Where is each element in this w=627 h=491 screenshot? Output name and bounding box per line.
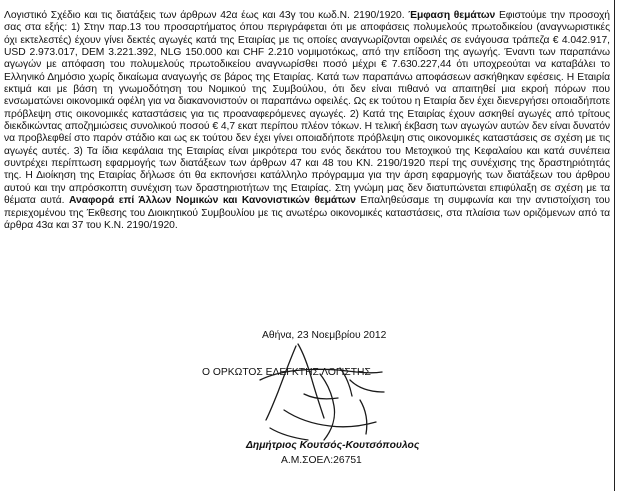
paragraph-text-intro: Λογιστικό Σχέδιο και τις διατάξεις των άρθρων 42α έως και 43γ του κωδ.Ν. 2190/1920.	[4, 10, 409, 21]
emphasis-of-matter-heading: Έμφαση θεμάτων	[408, 10, 496, 21]
paragraph-text-closing: Επαληθεύσαμε τη συμφωνία και την αντιστοίχιση του περιεχομένου της Έκθεσης του Διοικητικού Συμβουλίου με τις ανωτέρω οικονομικές καταστάσεις, στα πλαίσια των οριζόμενων από τα άρθρα 43α και 37 του Κ.Ν. 2190/1920.	[4, 195, 610, 231]
other-legal-matters-heading: Αναφορά επί Άλλων Νομικών και Κανονιστικών θεμάτων	[69, 195, 356, 207]
registration-number: Α.Μ.ΣΟΕΛ:26751	[281, 455, 362, 466]
auditor-title: Ο ΟΡΚΩΤΟΣ ΕΛΕΓΚΤΗΣ ΛΟΓΙΣΤΗΣ	[202, 367, 371, 378]
place-and-date: Αθήνα, 23 Νοεμβρίου 2012	[262, 330, 387, 341]
handwritten-signature	[200, 340, 440, 450]
auditor-report-paragraph	[4, 10, 610, 232]
paragraph-text-emphasis: Εφιστούμε την προσοχή σας στα εξής: 1) Στην παρ.13 του προσαρτήματος όπου περιγράφεται ότι με αποφάσεις πολυμελούς πρωτοδικείου (αναγνωριστικές όχι εκτελεστές) έχουν γίνει δεκτές αγωγές κατά της Εταιρίας με τις οποίες αναγνωρίζονται οφειλές σε ενάγουσα τράπεζα € 4.042.917, USD 2.973.017, DEM 3.221.392, NLG 150.000 και CHF 2.210 νομιμοτόκως, από την επίδοση της αγωγής. Έναντι των παραπάνω αγωγών με απόφαση του πολυμελούς πρωτοδικείου αναγνωρίσθει ποσό μέχρι € 7.630.227,44 ότι υποχρεούται να καταβάλει το Ελληνικό Δημόσιο χωρίς δικαίωμα αναγωγής σε βάρος της Εταιρίας. Κατά των παραπάνω αποφάσεων ασκήθηκαν εφέσεις. Η Εταιρία εκτιμά και με βάση τη γνωμοδότηση του Νομικού της Συμβούλου, ότι δεν είναι πιθανό να απαιτηθεί μια εκροή πόρων που ενσωματώνει οικονομικά οφέλη για να διακανονιστούν οι παραπάνω οφειλές. Ως εκ τούτου η Εταιρία δεν έχει διενεργήσει οποιαδήποτε πρόβλεψη στις οικονομικές καταστάσεις για τις προαναφερόμενες αγωγές. 2) Κατά της Εταιρίας έχουν ασκηθεί αγωγές από τρίτους διεκδικώντας αποζημιώσεις συνολικού ποσού € 4,7 εκατ περίπου πλέον τόκων. Η τελική έκβαση των αγωγών αυτών δεν είναι δυνατόν να προβλεφθεί στο παρόν στάδιο και ως εκ τούτου δεν έχει γίνει οποιαδήποτε πρόβλεψη στις οικονομικές καταστάσεις σε σχέση με τις αγωγές αυτές. 3) Τα ίδια κεφάλαια της Εταιρίας είναι μικρότερα του ενός δεκάτου του Μετοχικού της Κεφαλαίου και κατά συνέπεια συντρέχει περίπτωση εφαρμογής των διατάξεων των άρθρων 47 και 48 του ΚΝ. 2190/1920 περί της συνέχισης της δραστηριότητάς της. Η Διοίκηση της Εταιρίας δήλωσε ότι θα εκπονήσει κατάλληλο πρόγραμμα για την άρση εφαρμογής των διατάξεων του άρθρου αυτού και την απρόσκοπτη συνέχιση των δραστηριοτήτων της Εταιρίας. Στη γνώμη μας δεν διατυπώνεται επιφύλαξη σε σχέση με τα θέματα αυτά.	[4, 10, 610, 207]
auditor-name: Δημήτριος Κουτσός-Κουτσόπουλος	[246, 440, 420, 451]
